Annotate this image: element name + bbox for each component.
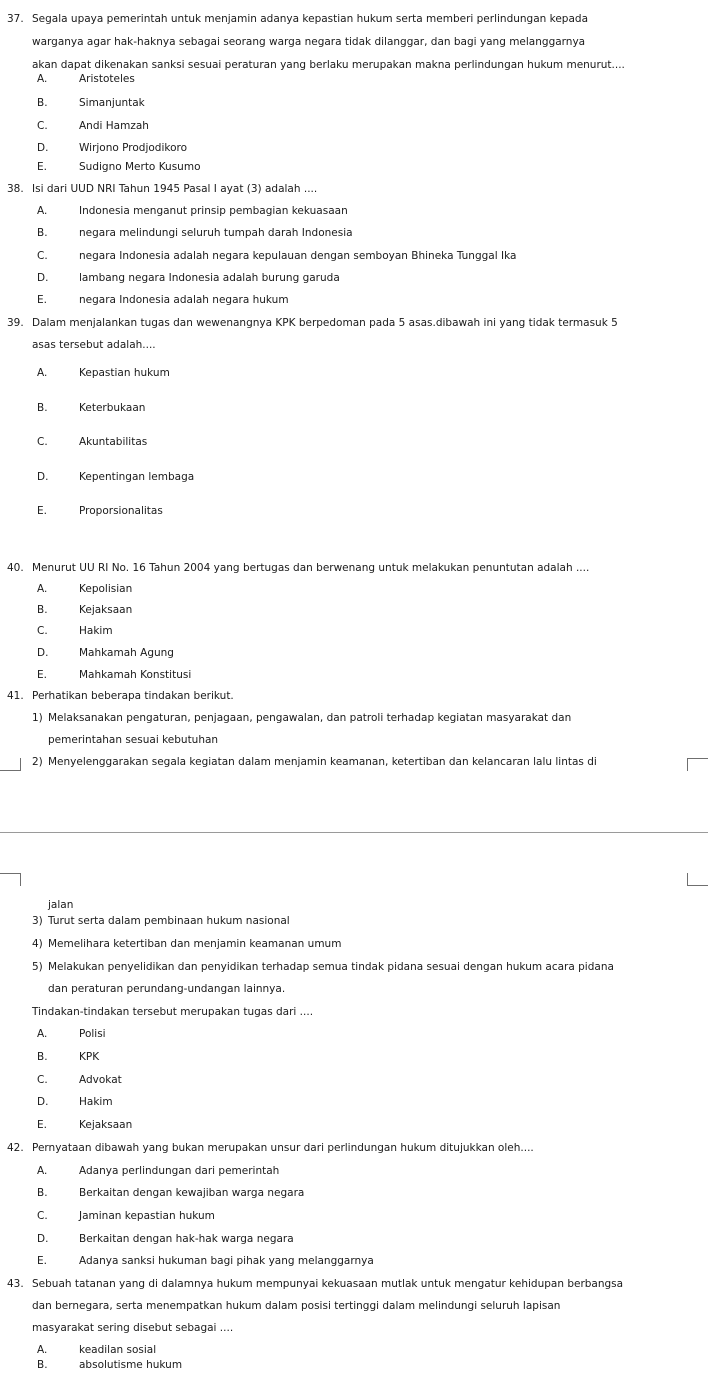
- option-e: [37, 1250, 374, 1273]
- option-e: [37, 664, 191, 687]
- option-c: [37, 620, 113, 643]
- option-text: Indonesia menganut prinsip pembagian kekuasaan: [79, 205, 348, 217]
- option-text: Mahkamah Konstitusi: [79, 669, 192, 681]
- list-text-cont: dan peraturan perundang-undangan lainnya.: [48, 983, 286, 995]
- question-text-line: Pernyataan dibawah yang bukan merupakan unsur dari perlindungan hukum ditujukkan oleh....: [32, 1142, 534, 1154]
- question-37: [7, 8, 697, 31]
- page-separator: [0, 832, 708, 833]
- list-number: 4): [32, 938, 43, 950]
- option-letter: E.: [37, 294, 47, 306]
- option-text: Akuntabilitas: [79, 436, 148, 448]
- option-text: Kepolisian: [79, 583, 133, 595]
- option-c: [37, 1205, 215, 1228]
- option-text: keadilan sosial: [79, 1344, 157, 1356]
- option-letter: C.: [37, 1074, 48, 1086]
- list-text: Memelihara ketertiban dan menjamin keamanan umum: [48, 938, 342, 950]
- option-letter: B.: [37, 97, 48, 109]
- question-text-line: Segala upaya pemerintah untuk menjamin adanya kepastian hukum serta memberi perlindungan kepada: [32, 13, 589, 25]
- option-text: negara Indonesia adalah negara hukum: [79, 294, 289, 306]
- option-text: Sudigno Merto Kusumo: [79, 161, 201, 173]
- option-letter: D.: [37, 1233, 49, 1245]
- option-letter: B.: [37, 402, 48, 414]
- option-text: Berkaitan dengan hak-hak warga negara: [79, 1233, 294, 1245]
- option-letter: C.: [37, 1210, 48, 1222]
- list-text-cont: pemerintahan sesuai kebutuhan: [48, 734, 219, 746]
- option-letter: B.: [37, 227, 48, 239]
- question-number: 38.: [7, 183, 24, 195]
- option-text: negara melindungi seluruh tumpah darah Indonesia: [79, 227, 353, 239]
- question-prompt: Tindakan-tindakan tersebut merupakan tugas dari ....: [32, 1006, 314, 1018]
- option-b: [37, 599, 132, 622]
- question-number: 43.: [7, 1278, 24, 1290]
- option-text: KPK: [79, 1051, 100, 1063]
- option-letter: D.: [37, 142, 49, 154]
- list-item-1: [32, 707, 692, 730]
- list-number: 3): [32, 915, 43, 927]
- option-d: [37, 1091, 113, 1114]
- option-text: absolutisme hukum: [79, 1359, 183, 1371]
- option-a: [37, 578, 132, 601]
- option-b: [37, 397, 145, 420]
- question-number: 39.: [7, 317, 24, 329]
- list-number: 1): [32, 712, 43, 724]
- option-c: [37, 1069, 122, 1092]
- crop-mark: [0, 758, 21, 771]
- option-letter: D.: [37, 272, 49, 284]
- option-e: [37, 1114, 132, 1137]
- option-text: Aristoteles: [79, 73, 135, 85]
- option-letter: E.: [37, 1255, 47, 1267]
- option-e: [37, 500, 163, 523]
- option-letter: E.: [37, 669, 47, 681]
- option-a: [37, 200, 348, 223]
- option-b: [37, 1046, 99, 1069]
- question-41: [7, 685, 697, 708]
- option-d: [37, 642, 174, 665]
- option-d: [37, 267, 340, 290]
- option-text: Kejaksaan: [79, 1119, 133, 1131]
- option-letter: C.: [37, 250, 48, 262]
- option-letter: A.: [37, 1028, 48, 1040]
- option-text: negara Indonesia adalah negara kepulauan dengan semboyan Bhineka Tunggal Ika: [79, 250, 517, 262]
- option-text: Adanya perlindungan dari pemerintah: [79, 1165, 280, 1177]
- option-letter: A.: [37, 1344, 48, 1356]
- list-text: Turut serta dalam pembinaan hukum nasional: [48, 915, 290, 927]
- question-number: 40.: [7, 562, 24, 574]
- option-letter: B.: [37, 1051, 48, 1063]
- list-item-5: [32, 956, 692, 979]
- question-text-line: Menurut UU RI No. 16 Tahun 2004 yang bertugas dan berwenang untuk melakukan penuntutan adalah ....: [32, 562, 590, 574]
- option-text: Advokat: [79, 1074, 122, 1086]
- question-text-line: Perhatikan beberapa tindakan berikut.: [32, 690, 234, 702]
- option-text: Kepentingan lembaga: [79, 471, 195, 483]
- list-number: 2): [32, 756, 43, 768]
- question-text-line: akan dapat dikenakan sanksi sesuai peraturan yang berlaku merupakan makna perlindungan hukum menurut....: [32, 59, 625, 71]
- list-number: 5): [32, 961, 43, 973]
- option-c: [37, 245, 516, 268]
- list-text: Melaksanakan pengaturan, penjagaan, pengawalan, dan patroli terhadap kegiatan masyarakat dan: [48, 712, 572, 724]
- question-40: [7, 557, 697, 580]
- option-text: Hakim: [79, 1096, 113, 1108]
- option-text: Polisi: [79, 1028, 106, 1040]
- option-letter: D.: [37, 647, 49, 659]
- question-42: [7, 1137, 697, 1160]
- question-text-line: warganya agar hak-haknya sebagai seorang warga negara tidak dilanggar, dan bagi yang melanggarnya: [32, 36, 586, 48]
- option-text: Keterbukaan: [79, 402, 146, 414]
- option-letter: A.: [37, 367, 48, 379]
- question-text-line: Isi dari UUD NRI Tahun 1945 Pasal I ayat (3) adalah ....: [32, 183, 318, 195]
- question-43: [7, 1273, 697, 1296]
- option-text: Wirjono Prodjodikoro: [79, 142, 188, 154]
- option-text: Mahkamah Agung: [79, 647, 174, 659]
- option-a: [37, 362, 170, 385]
- question-text-line: dan bernegara, serta menempatkan hukum dalam posisi tertinggi dalam melindungi seluruh lapisan: [32, 1300, 561, 1312]
- crop-mark: [687, 873, 708, 886]
- question-38: [7, 178, 697, 201]
- question-number: 42.: [7, 1142, 24, 1154]
- option-letter: E.: [37, 161, 47, 173]
- option-text: Proporsionalitas: [79, 505, 163, 517]
- crop-mark: [687, 758, 708, 771]
- question-39: [7, 312, 697, 335]
- option-d: [37, 1228, 294, 1251]
- question-text-line: asas tersebut adalah....: [32, 339, 156, 351]
- question-text-line: Dalam menjalankan tugas dan wewenangnya KPK berpedoman pada 5 asas.dibawah ini yang tidak termasuk 5: [32, 317, 618, 329]
- option-letter: A.: [37, 583, 48, 595]
- option-letter: D.: [37, 1096, 49, 1108]
- option-text: Adanya sanksi hukuman bagi pihak yang melanggarnya: [79, 1255, 374, 1267]
- question-text-line: masyarakat sering disebut sebagai ....: [32, 1322, 234, 1334]
- option-text: Berkaitan dengan kewajiban warga negara: [79, 1187, 305, 1199]
- option-text: Simanjuntak: [79, 97, 145, 109]
- question-number: 37.: [7, 13, 24, 25]
- option-a: [37, 1023, 106, 1046]
- option-b: [37, 222, 353, 245]
- option-c: [37, 115, 149, 138]
- question-text-line: Sebuah tatanan yang di dalamnya hukum mempunyai kekuasaan mutlak untuk mengatur kehidupan berbangsa: [32, 1278, 624, 1290]
- option-b: [37, 1182, 304, 1205]
- option-c: [37, 431, 147, 454]
- option-letter: B.: [37, 1359, 48, 1371]
- option-letter: C.: [37, 625, 48, 637]
- crop-mark: [0, 873, 21, 886]
- option-letter: E.: [37, 505, 47, 517]
- option-text: Kejaksaan: [79, 604, 133, 616]
- option-b: [37, 92, 145, 115]
- list-text-cont: jalan: [48, 899, 74, 911]
- list-item-4: [32, 933, 692, 956]
- option-letter: A.: [37, 1165, 48, 1177]
- option-a: [37, 1160, 279, 1183]
- option-letter: B.: [37, 604, 48, 616]
- option-text: Kepastian hukum: [79, 367, 170, 379]
- list-item-2: [32, 751, 692, 774]
- list-text: Melakukan penyelidikan dan penyidikan terhadap semua tindak pidana sesuai dengan hukum acara pidana: [48, 961, 614, 973]
- option-letter: C.: [37, 120, 48, 132]
- option-e: [37, 156, 201, 179]
- option-e: [37, 289, 289, 312]
- option-d: [37, 466, 194, 489]
- option-letter: A.: [37, 205, 48, 217]
- list-text: Menyelenggarakan segala kegiatan dalam menjamin keamanan, ketertiban dan kelancaran lalu lintas di: [48, 756, 597, 768]
- option-letter: C.: [37, 436, 48, 448]
- option-text: lambang negara Indonesia adalah burung garuda: [79, 272, 340, 284]
- option-text: Jaminan kepastian hukum: [79, 1210, 215, 1222]
- option-text: Andi Hamzah: [79, 120, 149, 132]
- option-letter: D.: [37, 471, 49, 483]
- option-b: [37, 1354, 182, 1377]
- option-a: [37, 68, 135, 91]
- question-number: 41.: [7, 690, 24, 702]
- option-letter: A.: [37, 73, 48, 85]
- option-letter: B.: [37, 1187, 48, 1199]
- option-text: Hakim: [79, 625, 113, 637]
- list-item-3: [32, 910, 692, 933]
- option-letter: E.: [37, 1119, 47, 1131]
